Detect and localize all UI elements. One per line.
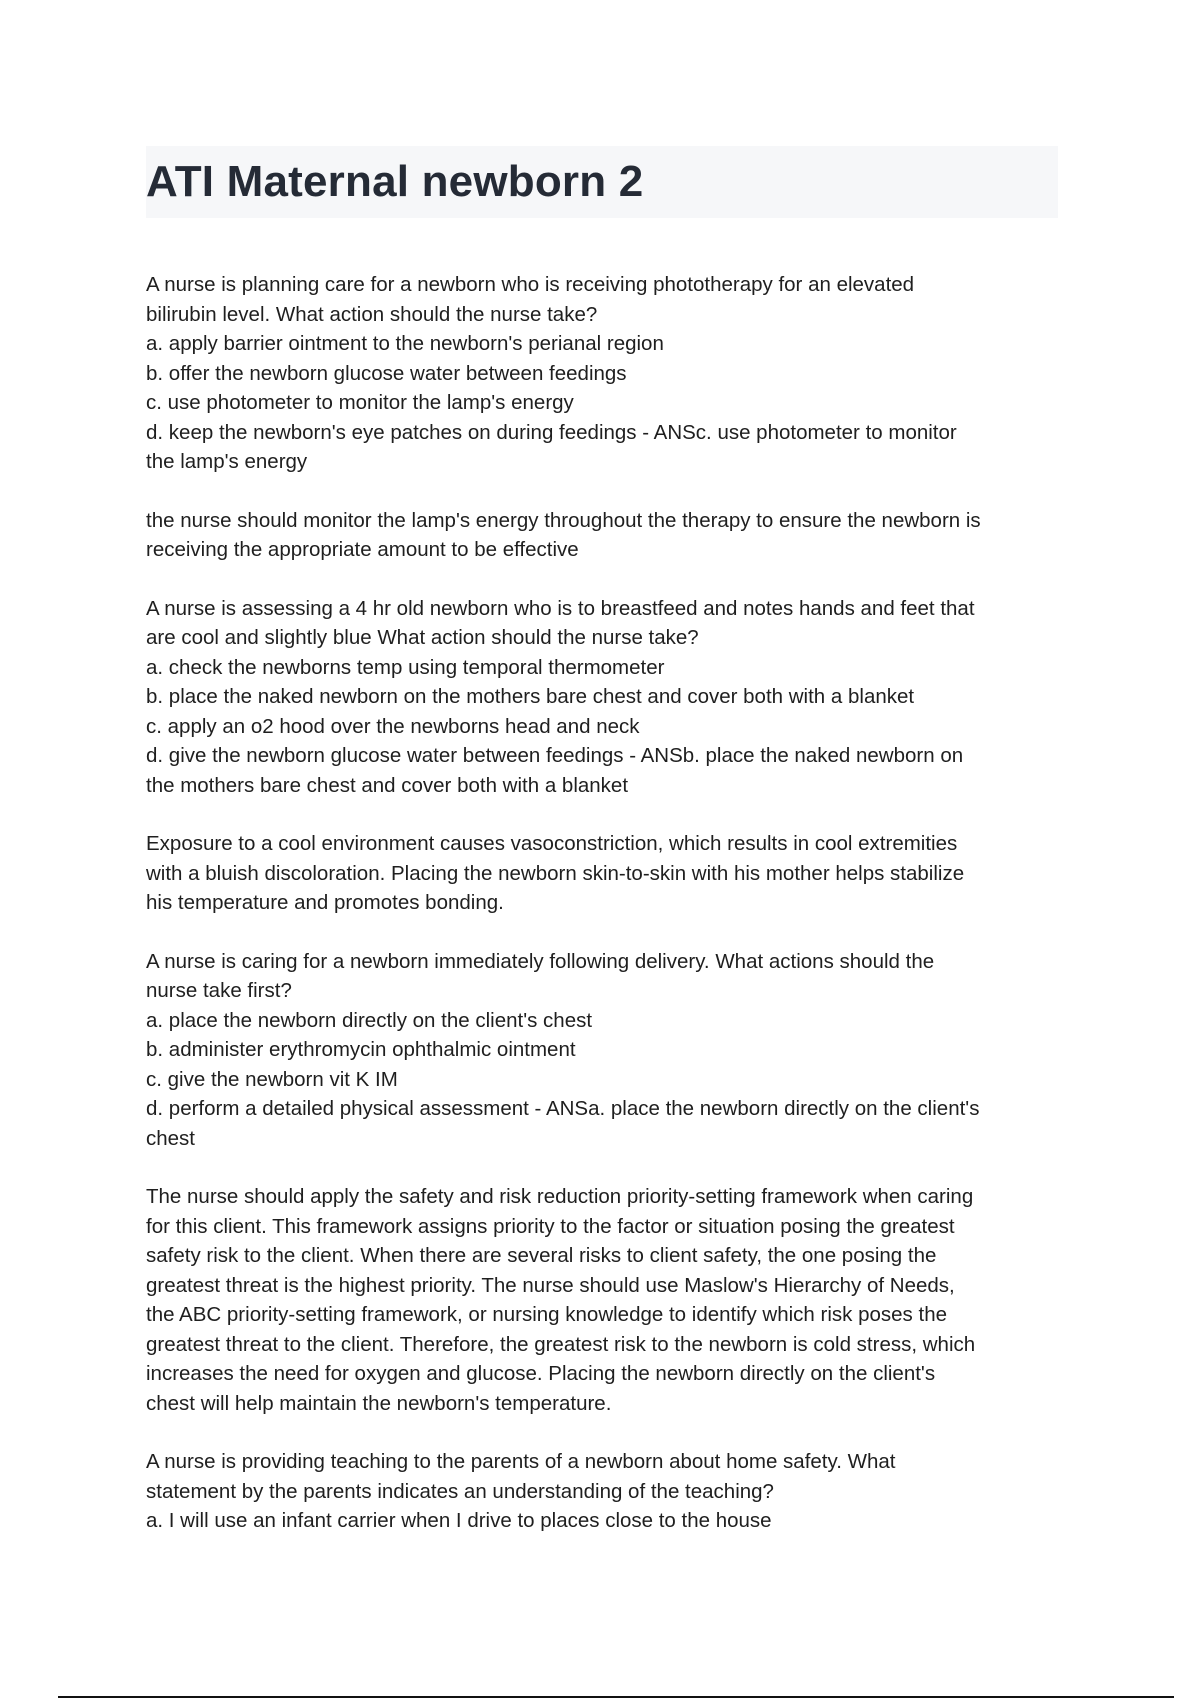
text-block [146,1182,1058,1418]
document-page [146,146,1058,1565]
text-line: statement by the parents indicates an understanding of the teaching? [146,1479,774,1503]
text-block [146,594,1058,801]
text-line: with a bluish discoloration. Placing the newborn skin-to-skin with his mother helps stabilize [146,861,965,885]
text-line: d. keep the newborn's eye patches on during feedings - ANSc. use photometer to monitor [146,420,957,444]
text-line: for this client. This framework assigns priority to the factor or situation posing the greatest [146,1214,955,1238]
text-line: c. use photometer to monitor the lamp's energy [146,391,574,414]
text-line: Exposure to a cool environment causes vasoconstriction, which results in cool extremities [146,832,958,855]
document-body [146,270,1058,1536]
text-line: The nurse should apply the safety and risk reduction priority-setting framework when caring [146,1185,974,1208]
text-line: safety risk to the client. When there are several risks to client safety, the one posing the [146,1244,937,1267]
text-line: his temperature and promotes bonding. [146,891,504,914]
text-line: increases the need for oxygen and glucose. Placing the newborn directly on the client's [146,1362,936,1385]
text-line: A nurse is caring for a newborn immediately following delivery. What actions should the [146,949,935,973]
text-line: the mothers bare chest and cover both with a blanket [146,773,629,797]
text-line: chest will help maintain the newborn's temperature. [146,1391,612,1415]
text-line: greatest threat to the client. Therefore, the greatest risk to the newborn is cold stress, which [146,1332,976,1356]
text-line: chest [146,1126,195,1150]
text-line: A nurse is providing teaching to the parents of a newborn about home safety. What [146,1450,896,1473]
text-line: d. give the newborn glucose water between feedings - ANSb. place the naked newborn on [146,744,964,767]
text-line: a. apply barrier ointment to the newborn's perianal region [146,332,664,355]
text-line: b. offer the newborn glucose water between feedings [146,361,627,385]
text-block [146,829,1058,918]
footer-divider [58,1696,1174,1698]
text-line: b. administer erythromycin ophthalmic ointment [146,1038,576,1061]
text-line: nurse take first? [146,979,292,1002]
text-line: a. check the newborns temp using temporal thermometer [146,655,665,679]
text-block [146,506,1058,565]
text-line: the nurse should monitor the lamp's energy throughout the therapy to ensure the newborn is [146,508,981,532]
text-line: A nurse is planning care for a newborn who is receiving phototherapy for an elevated [146,273,915,296]
text-line: the ABC priority-setting framework, or nursing knowledge to identify which risk poses the [146,1303,948,1326]
text-line: the lamp's energy [146,450,308,473]
text-line: c. apply an o2 hood over the newborns head and neck [146,714,640,738]
page-title: ATI Maternal newborn 2 [146,157,644,206]
text-line: a. I will use an infant carrier when I drive to places close to the house [146,1509,772,1532]
text-block [146,947,1058,1154]
text-line: a. place the newborn directly on the client's chest [146,1008,593,1032]
text-block [146,1447,1058,1536]
text-line: greatest threat is the highest priority. The nurse should use Maslow's Hierarchy of Needs, [146,1273,955,1297]
text-line: b. place the naked newborn on the mothers bare chest and cover both with a blanket [146,685,915,708]
text-line: c. give the newborn vit K IM [146,1067,398,1091]
text-line: d. perform a detailed physical assessment - ANSa. place the newborn directly on the client's [146,1097,980,1120]
text-block [146,270,1058,477]
text-line: A nurse is assessing a 4 hr old newborn who is to breastfeed and notes hands and feet that [146,596,975,620]
text-line: receiving the appropriate amount to be effective [146,538,579,561]
text-line: bilirubin level. What action should the nurse take? [146,302,598,326]
title-banner [146,146,1058,218]
text-line: are cool and slightly blue What action should the nurse take? [146,626,699,649]
